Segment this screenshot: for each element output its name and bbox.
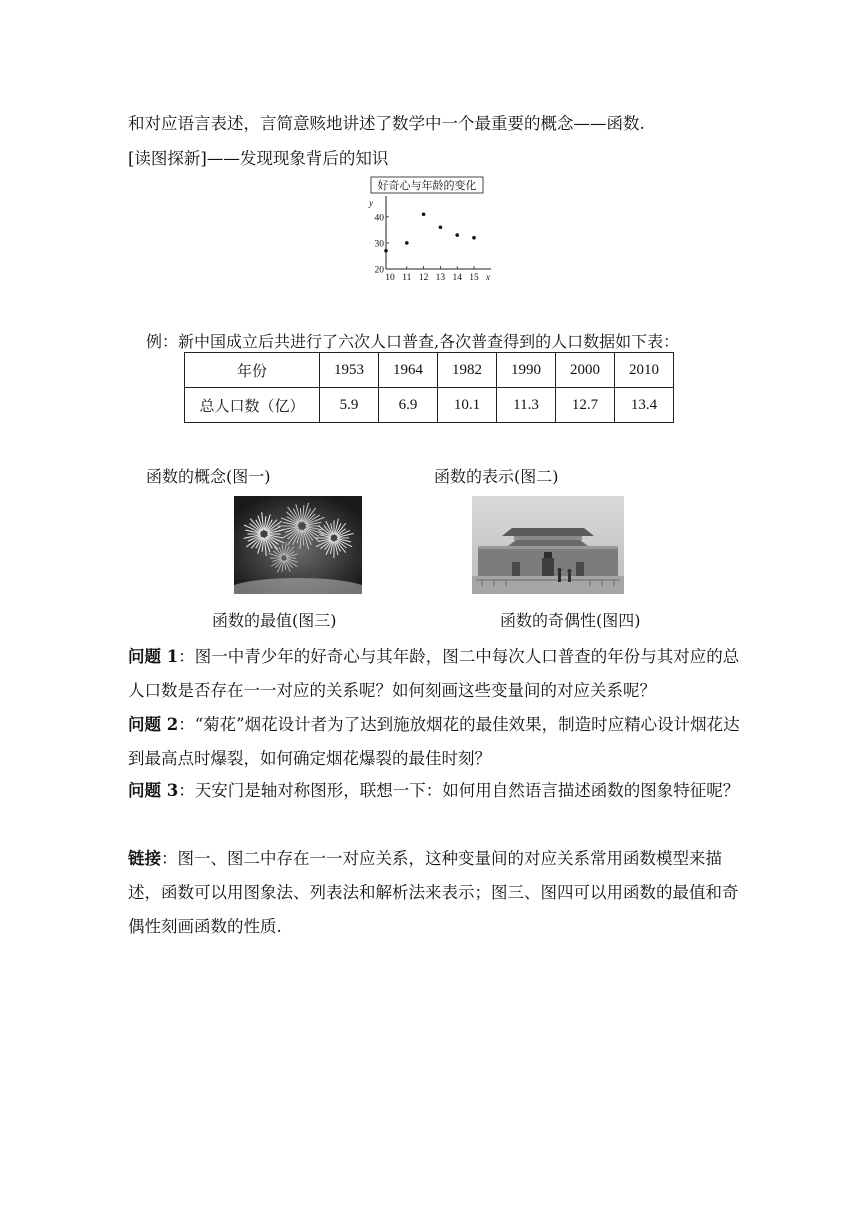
question-2-label: 问题 2 bbox=[128, 715, 179, 734]
population-cell: 10.1 bbox=[438, 388, 497, 423]
x-tick-label: 12 bbox=[418, 273, 429, 283]
scatter-point bbox=[439, 225, 443, 229]
figure-2-caption: 函数的表示(图二) bbox=[434, 467, 559, 486]
tiananmen-image bbox=[472, 496, 624, 598]
question-1-label: 问题 1 bbox=[128, 647, 179, 666]
y-axis-label: y bbox=[369, 198, 373, 208]
x-tick-label: 14 bbox=[452, 273, 462, 283]
x-axis-label: x bbox=[486, 272, 490, 282]
section-heading bbox=[128, 145, 388, 169]
figure-3-caption: 函数的最值(图三) bbox=[212, 611, 337, 630]
y-tick-label: 40 bbox=[374, 213, 384, 224]
population-cell: 12.7 bbox=[556, 388, 615, 423]
x-tick-label: 10 bbox=[385, 273, 395, 283]
scatter-point bbox=[455, 233, 459, 237]
year-header: 年份 bbox=[185, 353, 320, 388]
chart-title: 好奇心与年龄的变化 bbox=[377, 179, 477, 192]
population-cell: 11.3 bbox=[497, 388, 556, 423]
population-header: 总人口数（亿） bbox=[185, 388, 320, 423]
scatter-point bbox=[384, 249, 388, 253]
population-cell: 13.4 bbox=[615, 388, 674, 423]
curiosity-age-chart bbox=[358, 172, 498, 284]
population-cell: 5.9 bbox=[320, 388, 379, 423]
question-2 bbox=[128, 708, 740, 776]
x-tick-label: 13 bbox=[435, 273, 446, 283]
link-label: 链接 bbox=[128, 849, 161, 868]
link-text: ：图一、图二中存在一一对应关系，这种变量间的对应关系常用函数模型来描述，函数可以用图象法、列表法和解析法来表示；图三、图四可以用函数的最值和奇偶性刻画函数的性质. bbox=[128, 849, 739, 936]
year-cell: 1964 bbox=[379, 353, 438, 388]
y-tick-label: 30 bbox=[374, 239, 384, 250]
population-row bbox=[185, 388, 674, 423]
question-1-text: ：图一中青少年的好奇心与其年龄，图二中每次人口普查的年份与其对应的总人口数是否存在一一对应的关系呢？如何刻画这些变量间的对应关系呢？ bbox=[128, 647, 740, 700]
question-2-text: ：“菊花”烟花设计者为了达到施放烟花的最佳效果，制造时应精心设计烟花达到最高点时爆裂，如何确定烟花爆裂的最佳时刻？ bbox=[128, 715, 740, 768]
year-row bbox=[185, 353, 674, 388]
year-cell: 2000 bbox=[556, 353, 615, 388]
figure-4-caption: 函数的奇偶性(图四) bbox=[500, 611, 641, 630]
y-tick-label: 20 bbox=[374, 265, 384, 276]
fireworks-image bbox=[234, 496, 362, 598]
population-cell: 6.9 bbox=[379, 388, 438, 423]
year-cell: 1982 bbox=[438, 353, 497, 388]
year-cell: 2010 bbox=[615, 353, 674, 388]
x-tick-label: 15 bbox=[469, 273, 479, 283]
year-cell: 1953 bbox=[320, 353, 379, 388]
year-cell: 1990 bbox=[497, 353, 556, 388]
example-text: 例：新中国成立后共进行了六次人口普查,各次普查得到的人口数据如下表： bbox=[146, 332, 680, 351]
scatter-point bbox=[472, 236, 476, 240]
section-subtitle: ——发现现象背后的知识 bbox=[206, 149, 389, 168]
link-paragraph bbox=[128, 842, 740, 944]
scatter-point bbox=[405, 241, 409, 245]
question-1 bbox=[128, 640, 740, 708]
intro-line: 和对应语言表述，言简意赅地讲述了数学中一个最重要的概念——函数. bbox=[128, 114, 645, 133]
x-tick-label: 11 bbox=[402, 273, 412, 283]
census-table bbox=[184, 352, 674, 423]
question-3 bbox=[128, 774, 740, 808]
question-3-label: 问题 3 bbox=[128, 781, 179, 800]
figure-1-caption: 函数的概念(图一) bbox=[146, 467, 271, 486]
section-tag: [读图探新] bbox=[128, 149, 207, 168]
question-3-text: ：天安门是轴对称图形，联想一下：如何用自然语言描述函数的图象特征呢？ bbox=[178, 781, 740, 800]
scatter-point bbox=[422, 212, 426, 216]
